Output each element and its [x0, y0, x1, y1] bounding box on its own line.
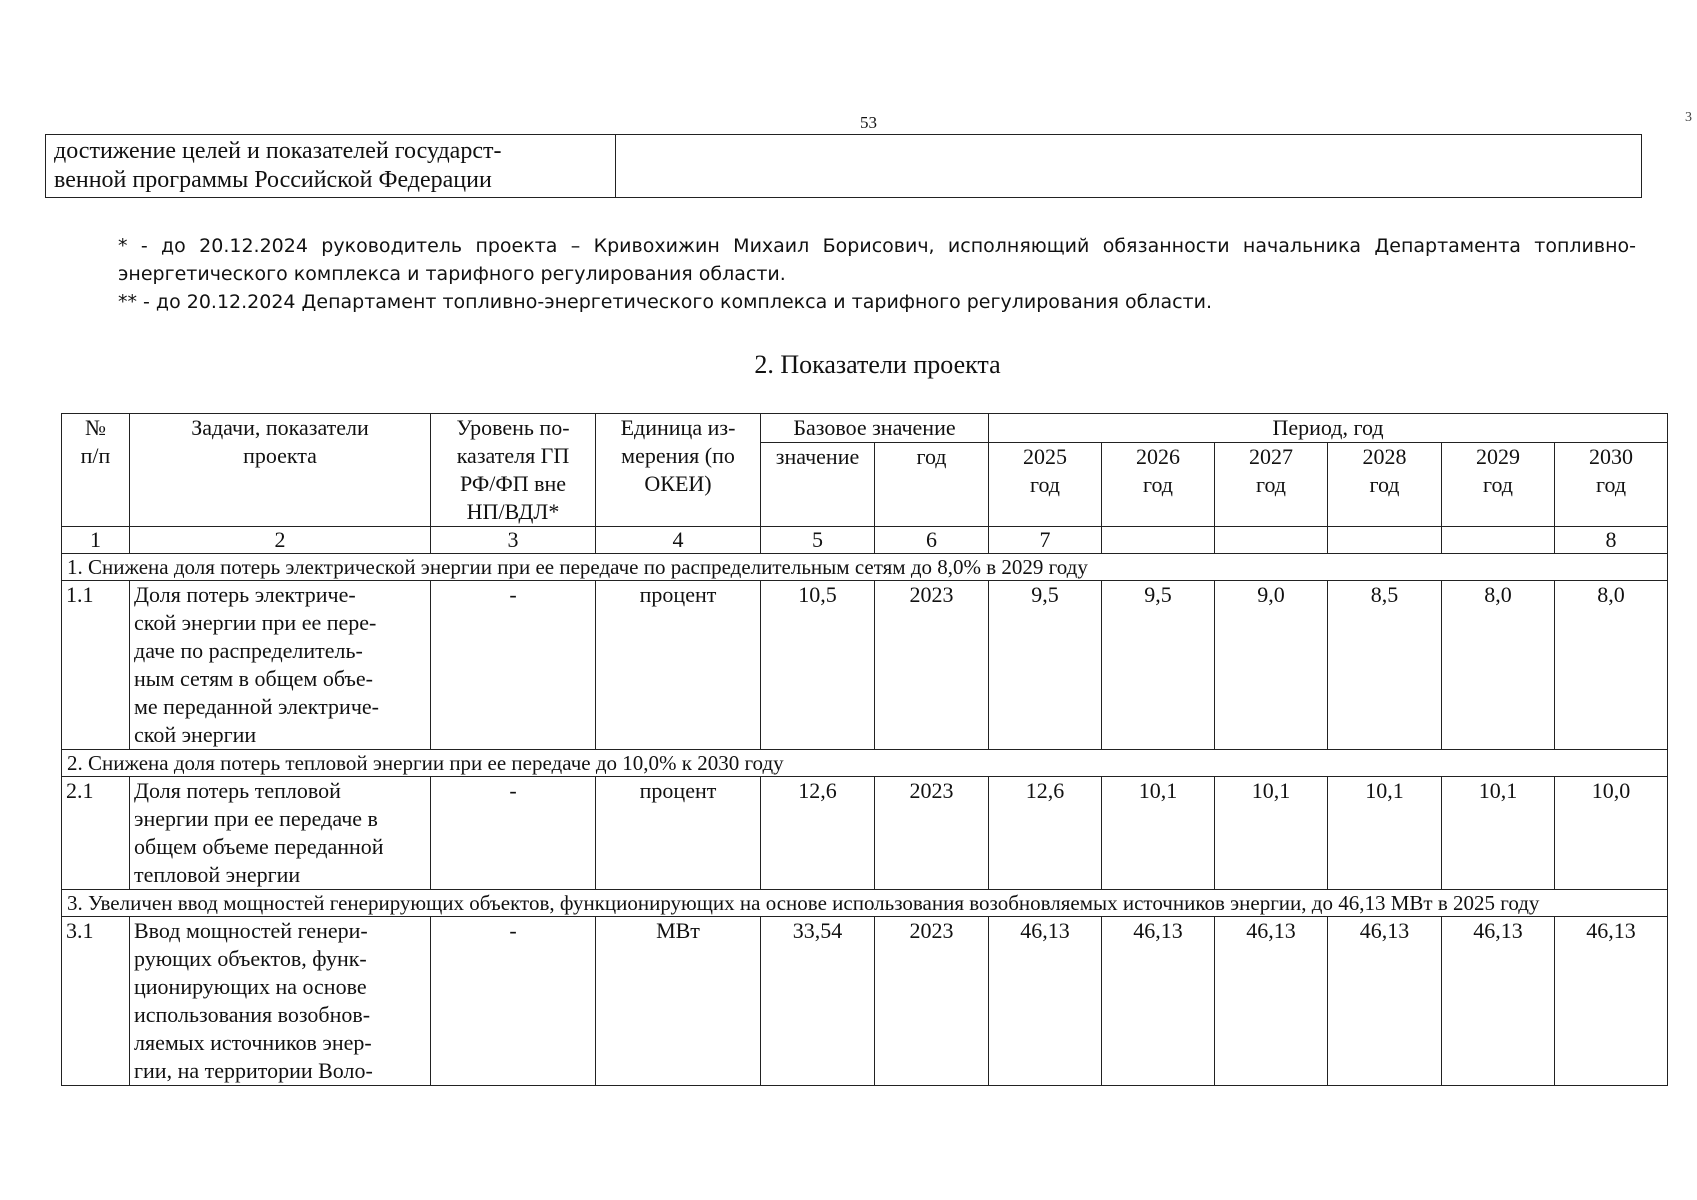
- row-name: Доля потерь электриче- ской энергии при ее пере- даче по распределитель- ным сетям в общем объе- ме переданной электриче- ской энергии: [130, 581, 431, 750]
- row-value-2026: 10,1: [1102, 777, 1215, 890]
- row-value-2026: 46,13: [1102, 917, 1215, 1086]
- table-row: [62, 581, 1668, 750]
- row-base-value: 10,5: [761, 581, 875, 750]
- column-number: [1102, 527, 1215, 554]
- row-value-2027: 10,1: [1215, 777, 1328, 890]
- row-value-2027: 9,0: [1215, 581, 1328, 750]
- row-unit: процент: [596, 581, 761, 750]
- goals-continuation-text: достижение целей и показателей государст- венной программы Российской Федерации: [46, 135, 616, 197]
- footnote-1: * - до 20.12.2024 руководитель проекта – Кривохижин Михаил Борисович, исполняющий обязанности начальника Департамента топливно-энергетического комплекса и тарифного регулирования области.: [118, 235, 1636, 285]
- section-title-1: 1. Снижена доля потерь электрической энергии при ее передаче по распределительным сетям до 8,0% в 2029 году: [62, 554, 1668, 581]
- row-level: -: [431, 777, 596, 890]
- column-number: 3: [431, 527, 596, 554]
- row-value-2029: 10,1: [1442, 777, 1555, 890]
- row-level: -: [431, 581, 596, 750]
- column-number: [1328, 527, 1442, 554]
- column-number: 4: [596, 527, 761, 554]
- footnotes: [118, 232, 1636, 316]
- row-value-2028: 8,5: [1328, 581, 1442, 750]
- header-row-1: [62, 414, 1668, 443]
- row-num: 2.1: [62, 777, 130, 890]
- column-number: 6: [875, 527, 989, 554]
- row-value-2030: 8,0: [1555, 581, 1668, 750]
- header-base-value: значение: [761, 443, 875, 527]
- section-row: [62, 554, 1668, 581]
- section-title-2: 2. Снижена доля потерь тепловой энергии при ее передаче до 10,0% к 2030 году: [62, 750, 1668, 777]
- column-number: 1: [62, 527, 130, 554]
- header-unit: Единица из- мерения (по ОКЕИ): [596, 414, 761, 527]
- indicators-table: [61, 413, 1668, 1086]
- row-value-2025: 9,5: [989, 581, 1102, 750]
- header-year-2027: 2027 год: [1215, 443, 1328, 527]
- row-value-2025: 12,6: [989, 777, 1102, 890]
- goals-continuation-table: [45, 134, 1642, 198]
- table-row: [62, 777, 1668, 890]
- column-numbers-row: [62, 527, 1668, 554]
- row-value-2028: 10,1: [1328, 777, 1442, 890]
- row-num: 1.1: [62, 581, 130, 750]
- row-value-2029: 46,13: [1442, 917, 1555, 1086]
- column-number: 5: [761, 527, 875, 554]
- section-row: [62, 750, 1668, 777]
- section-title-3: 3. Увеличен ввод мощностей генерирующих объектов, функционирующих на основе использования возобновляемых источников энергии, до 46,13 МВт в 2025 году: [62, 890, 1668, 917]
- page-number: 53: [860, 113, 877, 132]
- header-year-2025: 2025 год: [989, 443, 1102, 527]
- row-level: -: [431, 917, 596, 1086]
- row-name: Доля потерь тепловой энергии при ее передаче в общем объеме переданной тепловой энергии: [130, 777, 431, 890]
- header-level: Уровень по- казателя ГП РФ/ФП вне НП/ВДЛ*: [431, 414, 596, 527]
- header-tasks: Задачи, показатели проекта: [130, 414, 431, 527]
- row-base-year: 2023: [875, 917, 989, 1086]
- row-base-year: 2023: [875, 581, 989, 750]
- edge-mark: 3: [1685, 110, 1692, 125]
- table-row: [62, 917, 1668, 1086]
- row-base-value: 33,54: [761, 917, 875, 1086]
- row-value-2030: 46,13: [1555, 917, 1668, 1086]
- row-value-2030: 10,0: [1555, 777, 1668, 890]
- header-base-year: год: [875, 443, 989, 527]
- footnote-2: ** - до 20.12.2024 Департамент топливно-энергетического комплекса и тарифного регулирования области.: [118, 291, 1212, 313]
- column-number: 8: [1555, 527, 1668, 554]
- row-value-2029: 8,0: [1442, 581, 1555, 750]
- row-base-value: 12,6: [761, 777, 875, 890]
- section-row: [62, 890, 1668, 917]
- header-year-2029: 2029 год: [1442, 443, 1555, 527]
- row-value-2025: 46,13: [989, 917, 1102, 1086]
- row-base-year: 2023: [875, 777, 989, 890]
- row-unit: процент: [596, 777, 761, 890]
- column-number: 7: [989, 527, 1102, 554]
- column-number: [1215, 527, 1328, 554]
- row-name: Ввод мощностей генери- рующих объектов, функ- ционирующих на основе использования возобнов- ляемых источников энер- гии, на территории Воло-: [130, 917, 431, 1086]
- row-value-2028: 46,13: [1328, 917, 1442, 1086]
- header-num: № п/п: [62, 414, 130, 527]
- section-title: 2. Показатели проекта: [754, 350, 1001, 379]
- header-year-2026: 2026 год: [1102, 443, 1215, 527]
- header-year-2028: 2028 год: [1328, 443, 1442, 527]
- header-base: Базовое значение: [761, 414, 989, 443]
- header-year-2030: 2030 год: [1555, 443, 1668, 527]
- column-number: 2: [130, 527, 431, 554]
- column-number: [1442, 527, 1555, 554]
- row-num: 3.1: [62, 917, 130, 1086]
- row-unit: МВт: [596, 917, 761, 1086]
- row-value-2027: 46,13: [1215, 917, 1328, 1086]
- header-period: Период, год: [989, 414, 1668, 443]
- row-value-2026: 9,5: [1102, 581, 1215, 750]
